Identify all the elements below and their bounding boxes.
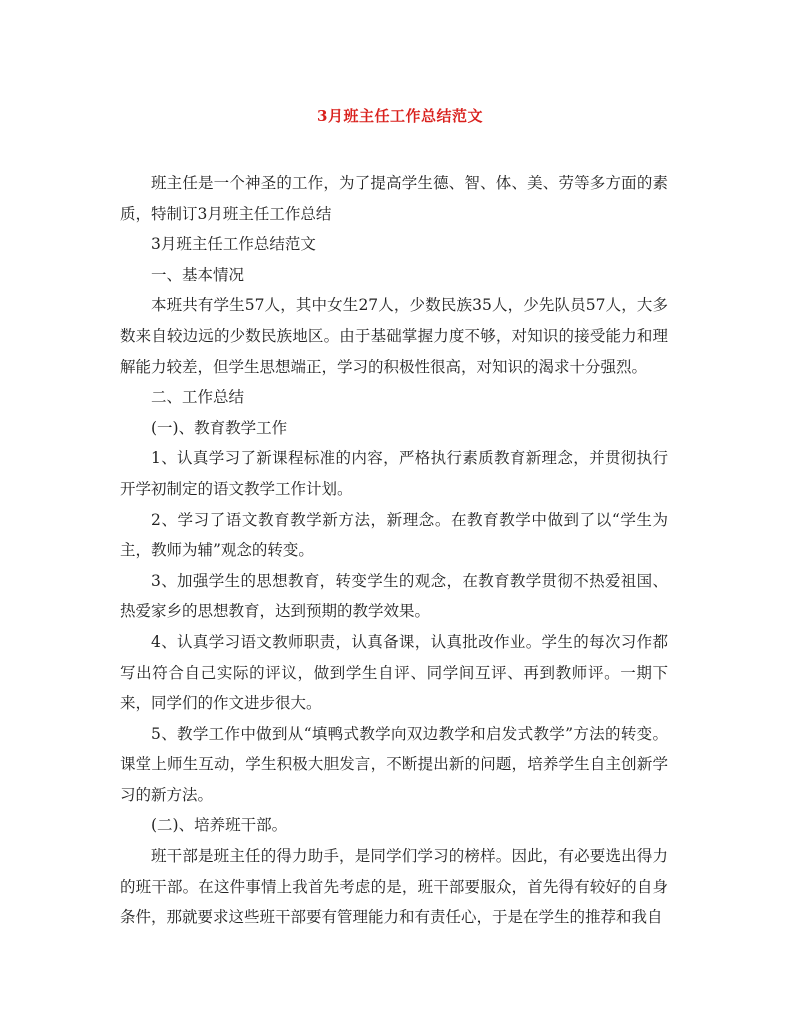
subsection-heading-teaching: (一)、教育教学工作 (151, 418, 288, 437)
list-item-1: 1、认真学习了新课程标准的内容，严格执行素质教育新理念，并贯彻执行开学初制定的语文教学工作计划。 (120, 449, 668, 498)
section-heading-work-summary: 二、工作总结 (151, 388, 245, 407)
list-item-4: 4、认真学习语文教师职责，认真备课，认真批改作业。学生的每次习作都写出符合自己实际的评议，做到学生自评、同学间互评、再到教师评。一期下来，同学们的作文进步很大。 (120, 632, 668, 713)
list-item-2: 2、学习了语文教育教学新方法，新理念。在教育教学中做到了以“学生为主，教师为辅”观念的转变。 (120, 510, 668, 560)
paragraph-basic-situation: 本班共有学生57人，其中女生27人，少数民族35人，少先队员57人，大多数来自较边远的少数民族地区。由于基础掌握力度不够，对知识的接受能力和理解能力较差，但学生思想端正，学习的积极性很高，对知识的渴求十分强烈。 (120, 296, 668, 376)
paragraph-intro: 班主任是一个神圣的工作，为了提高学生德、智、体、美、劳等多方面的素质，特制订3月班主任工作总结 (120, 174, 668, 223)
subsection-heading-class-cadres: (二)、培养班干部。 (151, 816, 288, 835)
document-title: 3月班主任工作总结范文 (317, 107, 483, 125)
list-item-5: 5、教学工作中做到从“填鸭式教学向双边教学和启发式教学”方法的转变。课堂上师生互动，学生积极大胆发言，不断提出新的问题，培养学生自主创新学习的新方法。 (120, 724, 668, 804)
section-heading-basic-situation: 一、基本情况 (151, 265, 245, 284)
list-item-3: 3、加强学生的思想教育，转变学生的观念，在教育教学贯彻不热爱祖国、热爱家乡的思想教育，达到预期的教学效果。 (120, 571, 668, 621)
paragraph-subtitle: 3月班主任工作总结范文 (151, 235, 316, 254)
document-body (120, 168, 668, 933)
paragraph-class-cadres: 班干部是班主任的得力助手，是同学们学习的榜样。因此，有必要选出得力的班干部。在这件事情上我首先考虑的是，班干部要服众，首先得有较好的自身条件，那就要求这些班干部要有管理能力和有责任心，于是在学生的推荐和我自 (120, 847, 668, 927)
